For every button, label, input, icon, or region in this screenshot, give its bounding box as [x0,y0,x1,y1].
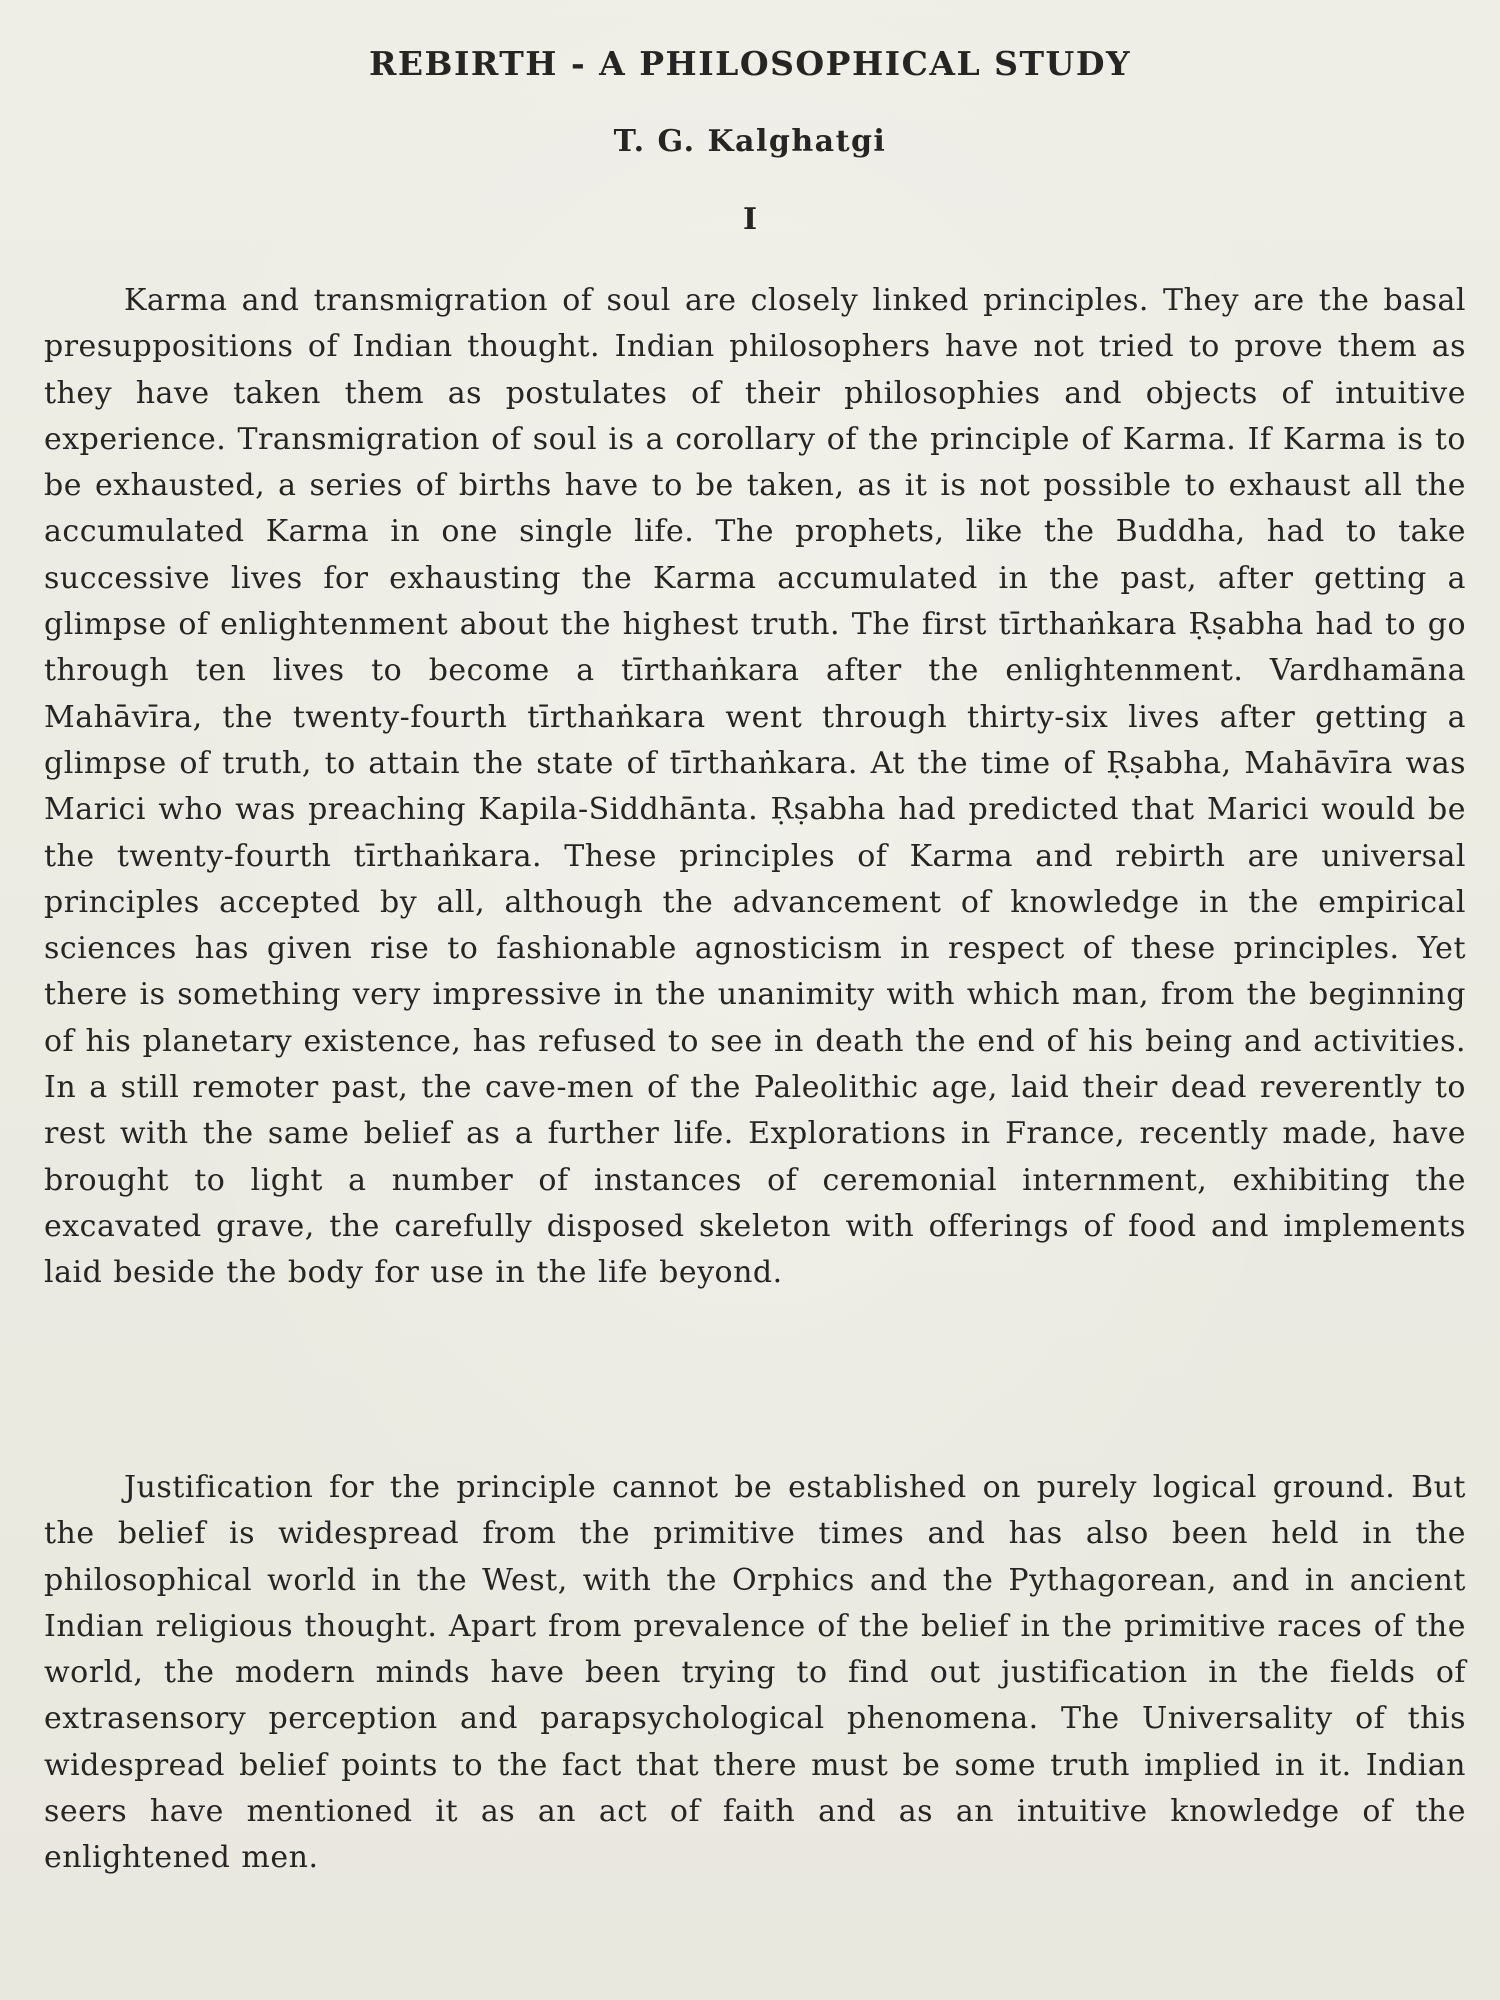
section-number: I [742,202,758,237]
article-author: T. G. Kalghatgi [613,124,887,159]
paragraph-1: Karma and transmigration of soul are closely linked principles. They are the basal presuppositions of Indian thought. Indian philosophers have not tried to prove them as they have taken them as postulates of their philosophies and objects of intuitive experience. Transmigration of soul is a corollary of the principle of Karma. If Karma is to be exhausted, a series of births have to be taken, as it is not possible to exhaust all the accumulated Karma in one single life. The prophets, like the Buddha, had to take successive lives for exhausting the Karma accumulated in the past, after getting a glimpse of enlightenment about the highest truth. The first tīrthaṅkara Ṛṣabha had to go through ten lives to become a tīrthaṅkara after the enlightenment. Vardhamāna Mahāvīra, the twenty-fourth tīrthaṅkara went through thirty-six lives after getting a glimpse of truth, to attain the state of tīrthaṅkara. At the time of Ṛṣabha, Mahāvīra was Marici who was preaching Kapila-Siddhānta. Ṛṣabha had predicted that Marici would be the twenty-fourth tīrthaṅkara. These principles of Karma and rebirth are universal principles accepted by all, although the advancement of knowledge in the empirical sciences has given rise to fashionable agnosticism in respect of these principles. Yet there is something very impressive in the unanimity with which man, from the beginning of his planetary existence, has refused to see in death the end of his being and activities. In a still remoter past, the cave-men of the Paleolithic age, laid their dead reverently to rest with the same belief as a further life. Explorations in France, recently made, have brought to light a number of instances of ceremonial internment, exhibiting the excavated grave, the carefully disposed skeleton with offerings of food and implements laid beside the body for use in the life beyond. [44,283,1466,1291]
paragraph-2: Justification for the principle cannot be established on purely logical ground. But the belief is widespread from the primitive times and has also been held in the philosophical world in the West, with the Orphics and the Pythagorean, and in ancient Indian religious thought. Apart from prevalence of the belief in the primitive races of the world, the modern minds have been trying to find out justification in the fields of extrasensory perception and parapsychological phenomena. The Universality of this widespread belief points to the fact that there must be some truth implied in it. Indian seers have mentioned it as an act of faith and as an intuitive knowledge of the enlightened men. [44,1470,1466,1876]
article-title: REBIRTH - A PHILOSOPHICAL STUDY [368,44,1132,83]
